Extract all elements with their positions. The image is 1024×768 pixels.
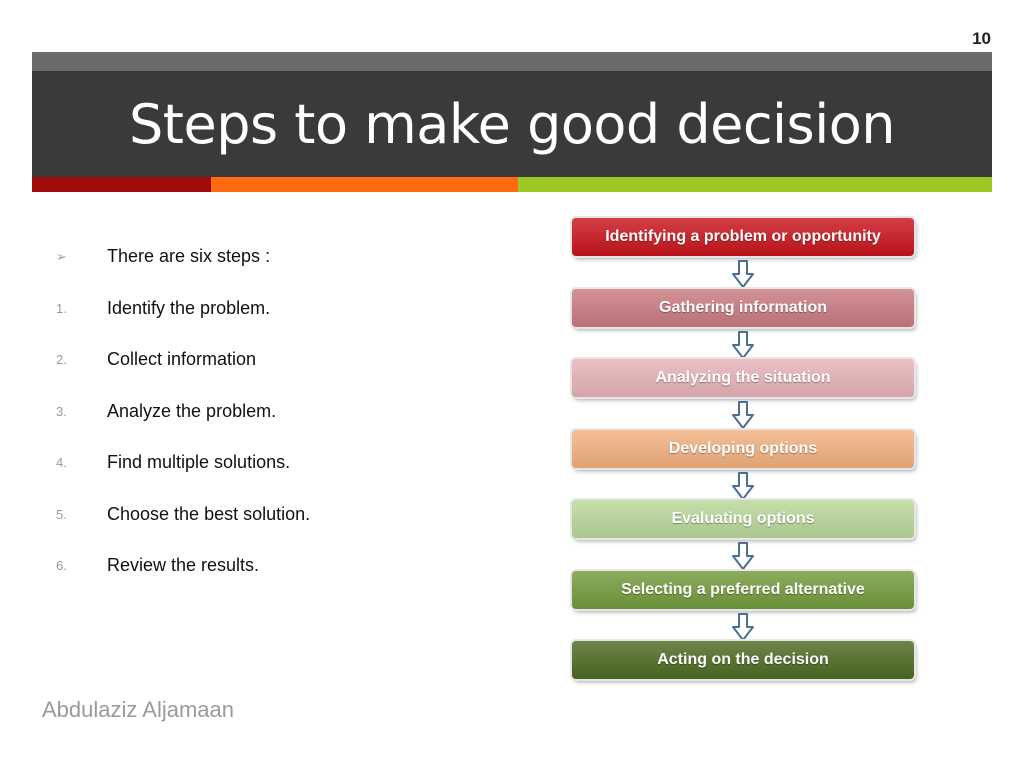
footer-author: Abdulaziz Aljamaan: [42, 697, 235, 722]
flowchart-step-4: Developing options: [572, 430, 914, 468]
bullet-text: Review the results.: [107, 555, 260, 575]
bullet-text: There are six steps :: [107, 246, 271, 266]
list-number: 2.: [56, 352, 67, 367]
list-number: 1.: [56, 301, 67, 316]
flowchart-step-1: Identifying a problem or opportunity: [572, 218, 914, 256]
accent-bar-red: [32, 177, 211, 192]
accent-bar-orange: [211, 177, 518, 192]
flowchart-step-5: Evaluating options: [572, 500, 914, 538]
list-number: 3.: [56, 404, 67, 419]
down-arrow-outline-icon: [732, 260, 754, 288]
arrow-bullet-icon: ➢: [56, 249, 67, 264]
list-number: 5.: [56, 507, 67, 522]
down-arrow-outline-icon: [732, 613, 754, 641]
flowchart-step-3: Analyzing the situation: [572, 359, 914, 397]
flowchart-step-2: Gathering information: [572, 289, 914, 327]
down-arrow-outline-icon: [732, 401, 754, 429]
page-number: 10: [972, 29, 991, 48]
flowchart-step-6: Selecting a preferred alternative: [572, 571, 914, 609]
down-arrow-outline-icon: [732, 542, 754, 570]
slide-title: Steps to make good decision: [129, 92, 895, 156]
down-arrow-outline-icon: [732, 331, 754, 359]
bullet-text: Choose the best solution.: [107, 504, 311, 524]
down-arrow-outline-icon: [732, 472, 754, 500]
bullet-text: Analyze the problem.: [107, 401, 277, 421]
bullet-text: Find multiple solutions.: [107, 452, 291, 472]
list-number: 4.: [56, 455, 67, 470]
bullet-text: Collect information: [107, 349, 257, 369]
flowchart-step-7: Acting on the decision: [572, 641, 914, 679]
bullet-text: Identify the problem.: [107, 298, 271, 318]
accent-bar-green: [518, 177, 992, 192]
list-number: 6.: [56, 558, 67, 573]
header-top-strip: [32, 52, 992, 71]
